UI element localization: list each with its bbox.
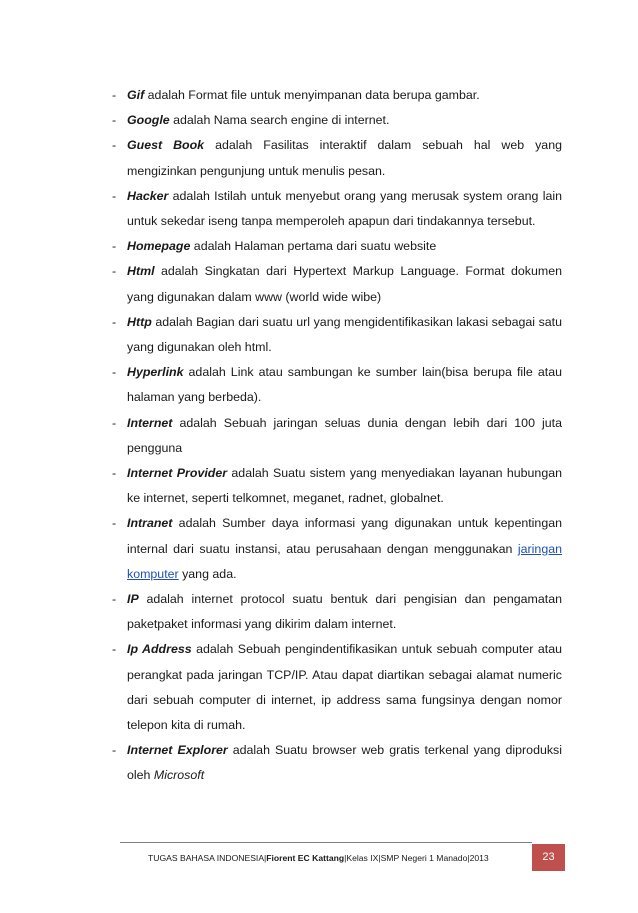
glossary-entry-intranet <box>112 511 562 587</box>
glossary-term: Http <box>127 314 152 329</box>
footer-course: TUGAS BAHASA INDONESIA| <box>148 853 267 863</box>
bullet-dash: - <box>112 239 117 254</box>
glossary-definition: adalah Fasilitas interaktif dalam sebuah hal web yang mengizinkan pengunjung untuk menulis pesan. <box>127 138 562 178</box>
bullet-dash: - <box>112 264 117 279</box>
glossary-definition: adalah Singkatan dari Hypertext Markup Language. Format dokumen yang digunakan dalam www (world wide wibe) <box>127 264 562 304</box>
glossary-term: Hyperlink <box>127 365 184 380</box>
glossary-definition: adalah Sebuah pengindentifikasikan untuk sebuah computer atau perangkat pada jaringan TCP/IP. Atau dapat diartikan sebagai alamat numeric dari sebuah computer di internet, ip address sama fungsinya dengan nomor telepon kita di rumah. <box>127 642 562 733</box>
glossary-definition: adalah Istilah untuk menyebut orang yang merusak system orang lain untuk sekedar iseng tanpa memperoleh apapun dari tindakannya tersebut. <box>127 188 562 229</box>
bullet-dash: - <box>112 466 117 481</box>
bullet-dash: - <box>112 365 117 380</box>
footer-author: Fiorent EC Kattang <box>266 853 345 863</box>
bullet-dash: - <box>112 138 117 153</box>
glossary-term: Html <box>127 264 155 279</box>
glossary-term: Internet <box>127 415 173 430</box>
page-number-badge: 23 <box>532 844 565 871</box>
glossary-list <box>112 83 562 789</box>
glossary-entry-hyperlink <box>112 360 562 410</box>
glossary-term: Internet Explorer <box>127 743 228 758</box>
glossary-definition: adalah Nama search engine di internet. <box>169 113 390 128</box>
glossary-term: Hacker <box>127 188 169 203</box>
footer-divider <box>120 842 532 843</box>
microsoft-name: Microsoft <box>153 768 205 783</box>
glossary-term: Google <box>127 113 170 128</box>
glossary-term: Guest Book <box>127 138 205 153</box>
bullet-dash: - <box>112 188 117 203</box>
glossary-term: Intranet <box>127 516 173 531</box>
glossary-term: Ip Address <box>127 642 192 657</box>
bullet-dash: - <box>112 516 117 531</box>
glossary-term: Internet Provider <box>127 466 228 481</box>
jaringan-komputer-link[interactable]: jaringan komputer <box>127 541 562 581</box>
glossary-entry-html <box>112 259 562 309</box>
glossary-entry-gif <box>112 83 562 108</box>
page-footer <box>148 853 489 863</box>
glossary-entry-internet-explorer <box>112 738 562 788</box>
glossary-definition: adalah Sumber daya informasi yang digunakan untuk kepentingan internal dari suatu instansi, atau perusahaan dengan menggunakan <box>127 516 562 556</box>
glossary-definition: adalah internet protocol suatu bentuk dari pengisian dan pengamatan paketpaket informasi yang dikirim dalam internet. <box>127 592 562 632</box>
glossary-entry-internet-provider <box>112 461 562 511</box>
glossary-definition-end: yang ada. <box>178 566 237 581</box>
glossary-term: Homepage <box>127 239 191 254</box>
bullet-dash: - <box>112 642 117 657</box>
glossary-definition: adalah Suatu browser web gratis terkenal yang diproduksi oleh <box>127 743 562 783</box>
glossary-definition: adalah Format file untuk menyimpanan data berupa gambar. <box>144 88 480 102</box>
bullet-dash: - <box>112 743 117 758</box>
glossary-definition: adalah Link atau sambungan ke sumber lain(bisa berupa file atau halaman yang berbeda). <box>127 365 562 405</box>
glossary-entry-ip <box>112 587 562 637</box>
bullet-dash: - <box>112 415 117 430</box>
glossary-entry-hacker <box>112 184 562 234</box>
glossary-entry-google <box>112 108 562 133</box>
bullet-dash: - <box>112 592 117 607</box>
glossary-term: Gif <box>127 88 145 102</box>
glossary-definition: adalah Bagian dari suatu url yang mengidentifikasikan lakasi sebagai satu yang digunakan oleh html. <box>127 314 562 355</box>
glossary-definition: adalah Suatu sistem yang menyediakan layanan hubungan ke internet, seperti telkomnet, meganet, radnet, globalnet. <box>127 466 562 506</box>
glossary-entry-homepage <box>112 234 562 259</box>
bullet-dash: - <box>112 88 117 102</box>
glossary-definition: adalah Halaman pertama dari suatu website <box>190 239 437 254</box>
footer-class-school: |Kelas IX|SMP Negeri 1 Manado|2013 <box>344 853 489 863</box>
bullet-dash: - <box>112 314 117 329</box>
glossary-term: IP <box>127 592 139 607</box>
glossary-entry-guest-book <box>112 133 562 183</box>
glossary-entry-ip-address <box>112 637 562 738</box>
glossary-entry-internet <box>112 411 562 461</box>
bullet-dash: - <box>112 113 117 128</box>
glossary-entry-http <box>112 310 562 360</box>
glossary-definition: adalah Sebuah jaringan seluas dunia dengan lebih dari 100 juta pengguna <box>127 415 562 455</box>
